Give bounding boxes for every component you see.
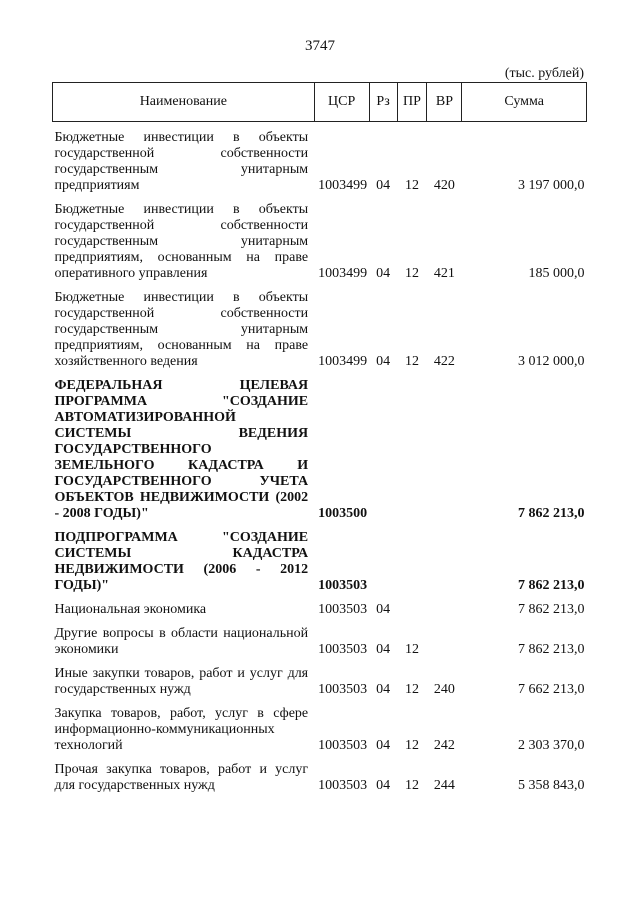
row-vr [427,530,462,594]
header-name: Наименование [53,83,315,122]
row-rz [369,530,397,594]
row-rz: 04 [376,682,391,697]
table-header-row [53,83,587,122]
row-sum: 7 862 213,0 [518,642,585,657]
row-sum: 7 862 213,0 [518,506,585,521]
row-rz: 04 [376,178,391,193]
row-rz: 04 [376,266,391,281]
row-name: Бюджетные инвестиции в объекты государственной собственности государственным унитарным предприятиям, основанным на праве оперативного управления [54,202,309,281]
row-csr: 1003499 [318,354,368,369]
row-rz: 04 [376,642,391,657]
header-rz: Рз [369,83,397,122]
row-vr: 420 [433,178,455,193]
units-label: (тыс. рублей) [504,66,584,81]
row-sum: 7 662 213,0 [518,682,585,697]
table-row [53,602,587,618]
row-csr: 1003499 [318,178,368,193]
row-pr: 12 [405,642,419,657]
row-pr: 12 [405,738,419,753]
row-pr: 12 [405,682,419,697]
row-csr: 1003503 [318,642,368,657]
row-csr: 1003500 [318,506,368,521]
row-sum: 185 000,0 [528,266,585,281]
row-pr: 12 [405,178,419,193]
row-vr [427,626,462,658]
row-pr [397,378,427,522]
row-pr: 12 [405,778,419,793]
row-vr [427,602,462,618]
row-name: Бюджетные инвестиции в объекты государственной собственности государственным унитарным предприятиям, основанным на праве хозяйственного ведения [54,290,309,369]
row-rz: 04 [376,778,391,793]
row-pr [397,602,427,618]
table-row [53,130,587,194]
row-vr: 421 [433,266,455,281]
row-vr: 240 [433,682,455,697]
table-row [53,666,587,698]
row-pr [397,530,427,594]
row-sum: 3 197 000,0 [518,178,585,193]
row-csr: 1003503 [318,738,368,753]
row-sum: 5 358 843,0 [518,778,585,793]
row-rz: 04 [376,738,391,753]
table-row [53,202,587,282]
row-rz: 04 [376,354,391,369]
table-row [53,626,587,658]
table-row [53,290,587,370]
row-csr: 1003503 [318,682,368,697]
row-name: Закупка товаров, работ, услуг в сфере информационно-коммуникационных технологий [54,706,309,753]
row-sum: 2 303 370,0 [518,738,585,753]
budget-table [52,82,587,794]
row-sum: 3 012 000,0 [518,354,585,369]
table-row [53,762,587,794]
row-vr: 242 [433,738,455,753]
table-row [53,378,587,522]
table-row [53,530,587,594]
page-number: 3747 [305,38,335,54]
row-sum: 7 862 213,0 [518,578,585,593]
row-vr [427,378,462,522]
header-vr: ВР [427,83,462,122]
row-csr: 1003499 [318,266,368,281]
row-name: Прочая закупка товаров, работ и услуг для государственных нужд [54,762,309,793]
row-name: ФЕДЕРАЛЬНАЯ ЦЕЛЕВАЯ ПРОГРАММА "СОЗДАНИЕ АВТОМАТИЗИРОВАННОЙ СИСТЕМЫ ВЕДЕНИЯ ГОСУДАРСТВЕННОГО ЗЕМЕЛЬНОГО КАДАСТРА И ГОСУДАРСТВЕННОГО УЧЕТА ОБЪЕКТОВ НЕДВИЖИМОСТИ (2002 - 2008 ГОДЫ)" [54,378,309,521]
table-row [53,706,587,754]
row-sum: 7 862 213,0 [518,602,585,617]
row-pr: 12 [405,266,419,281]
header-sum: Сумма [462,83,587,122]
row-name: Национальная экономика [54,602,207,617]
row-csr: 1003503 [318,602,368,617]
row-name: Иные закупки товаров, работ и услуг для государственных нужд [54,666,309,697]
row-name: ПОДПРОГРАММА "СОЗДАНИЕ СИСТЕМЫ КАДАСТРА НЕДВИЖИМОСТИ (2006 - 2012 ГОДЫ)" [54,530,309,593]
row-rz [369,378,397,522]
header-pr: ПР [397,83,427,122]
row-csr: 1003503 [318,578,368,593]
row-name: Другие вопросы в области национальной экономики [54,626,309,657]
row-name: Бюджетные инвестиции в объекты государственной собственности государственным унитарным предприятиям [54,130,309,193]
row-pr: 12 [405,354,419,369]
header-csr: ЦСР [314,83,369,122]
row-vr: 244 [433,778,455,793]
row-csr: 1003503 [318,778,368,793]
row-rz: 04 [376,602,391,617]
row-vr: 422 [433,354,455,369]
